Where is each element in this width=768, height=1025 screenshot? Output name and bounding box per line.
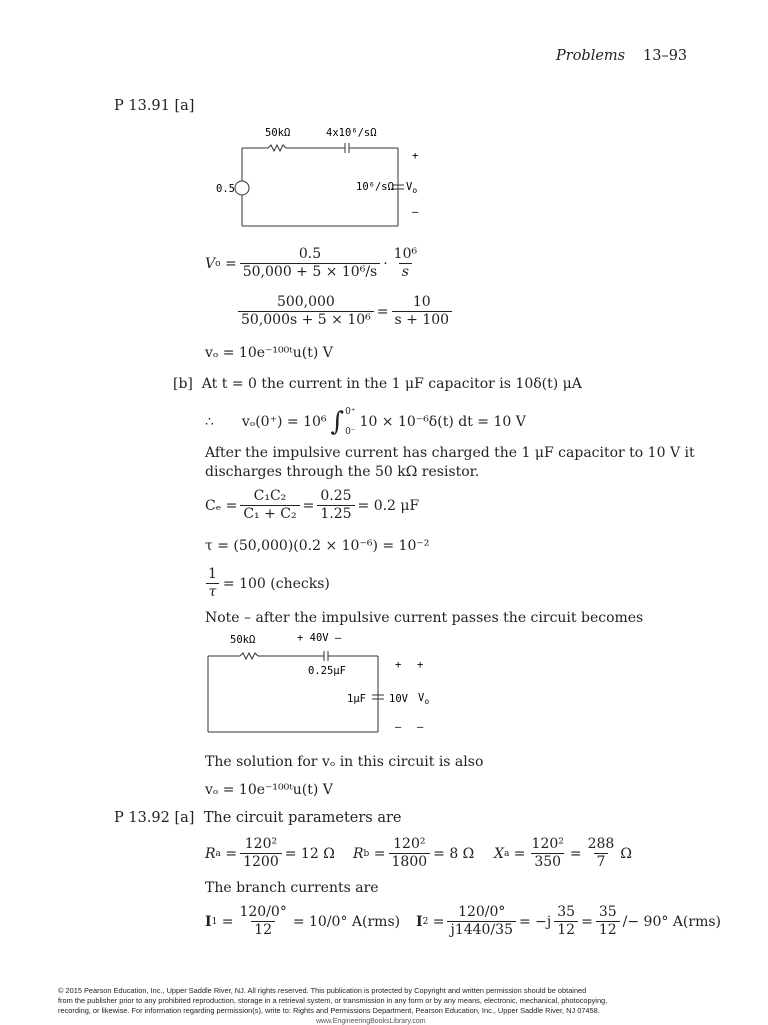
solution-text: The solution for vₒ in this circuit is also	[205, 754, 484, 770]
equation-ra: R a = $\frac{\text{120²}}{1200}$ = 12 Ω	[205, 836, 335, 870]
capacitor-1uf-label: 1μF	[347, 693, 366, 705]
plus-sign-vo: +	[417, 659, 424, 671]
voltage-10v-label: 10V	[389, 693, 408, 705]
problem-label-1392: P 13.92 [a] The circuit parameters are	[114, 810, 402, 826]
output-label: $V_o$	[406, 181, 418, 195]
equation-ce: Cₑ = $\frac{\text{C₁C₂}}{\text{C₁ + C₂}}$ = $\frac{0.25}{1.25}$ = 0.2 μF	[205, 488, 420, 522]
circuit-diagram-2	[200, 628, 460, 740]
shunt-cap-label: 10⁶/sΩ	[356, 181, 394, 193]
solution-equation: vₒ = 10e⁻¹⁰⁰ᵗu(t) V	[205, 782, 333, 798]
capacitor-025-label: 0.25μF	[308, 665, 346, 677]
circuit-diagram-1	[200, 118, 460, 230]
plus-sign: +	[412, 150, 419, 162]
resistor-label: 50kΩ	[265, 127, 291, 139]
minus-sign-vo: –	[417, 721, 424, 733]
footer-line-3: recording, or likewise. For information regarding permission(s), write to: Rights and Permissions Department, Pearson Education, Inc., Upper Saddle River, NJ 07458.	[58, 1006, 600, 1015]
plus-sign-10v: +	[395, 659, 402, 671]
note-text: Note – after the impulsive current passes the circuit becomes	[205, 610, 644, 626]
equation-tau: τ = (50,000)(0.2 × 10⁻⁶) = 10⁻²	[205, 538, 430, 554]
equation-vo-time: vₒ = 10e⁻¹⁰⁰ᵗu(t) V	[205, 345, 333, 361]
copyright-footer	[58, 986, 718, 1016]
equation-i1: I 1 = $\frac{120/0^\circ}{12}$ = 10/0° A(rms)	[205, 904, 401, 938]
minus-sign: –	[412, 206, 419, 218]
branch-currents-text: The branch currents are	[205, 880, 379, 896]
resistor-label-2: 50kΩ	[230, 634, 256, 646]
equation-integral: ∴ vₒ(0⁺) = 10⁶ ∫ 0⁺ 0⁻ 10 × 10⁻⁶δ(t) dt = 10 V	[205, 407, 526, 437]
page-number: 13–93	[643, 48, 688, 64]
equation-check: $\frac{1}{\tau}$ = 100 (checks)	[205, 566, 330, 601]
equation-vo-1: V o = $\frac{0.5}{\text{50,000 + 5 × 10⁶/s}}$ · $\frac{\text{10⁶}}{s}$	[205, 246, 418, 280]
equation-rb: R b = $\frac{\text{120²}}{1800}$ = 8 Ω	[353, 836, 475, 870]
equation-i2: I 2 = $\frac{120/0^\circ}{j1440/35}$ = −j $\frac{35}{12}$ = $\frac{35}{12}$ /− 90° A(rms)	[416, 904, 722, 938]
problem-label-1391: P 13.91 [a]	[114, 98, 195, 114]
footer-url[interactable]: www.EngineeringBooksLibrary.com	[316, 1018, 426, 1025]
footer-line-2: from the publisher prior to any prohibited reproduction, storage in a retrieval system, or transmission in any form or by any means, electronic, mechanical, photocopying,	[58, 996, 608, 1005]
equation-vo-2: $\frac{500,000}{\text{50,000s + 5 × 10⁶}}$ = $\frac{10}{s + 100}$	[235, 294, 455, 329]
voltage-40v-label: + 40V –	[297, 632, 342, 644]
part-b-line: [b] At t = 0 the current in the 1 μF capacitor is 10δ(t) μA	[173, 376, 582, 392]
part-b-text-1: After the impulsive current has charged the 1 μF capacitor to 10 V it	[205, 445, 695, 461]
output-label-2: $V_o$	[418, 692, 430, 706]
source-label: 0.5	[216, 183, 235, 195]
equation-xa: X a = $\frac{\text{120²}}{350}$ = $\frac{288}{7}$ Ω	[494, 836, 632, 870]
capacitor-label: 4x10⁶/sΩ	[326, 127, 377, 139]
minus-sign-10v: –	[395, 721, 402, 733]
part-b-text-2: discharges through the 50 kΩ resistor.	[205, 464, 480, 480]
running-header-title: Problems	[556, 48, 626, 64]
footer-line-1: © 2015 Pearson Education, Inc., Upper Saddle River, NJ. All rights reserved. This publication is protected by Copyright and written permission should be obtained	[58, 986, 587, 995]
